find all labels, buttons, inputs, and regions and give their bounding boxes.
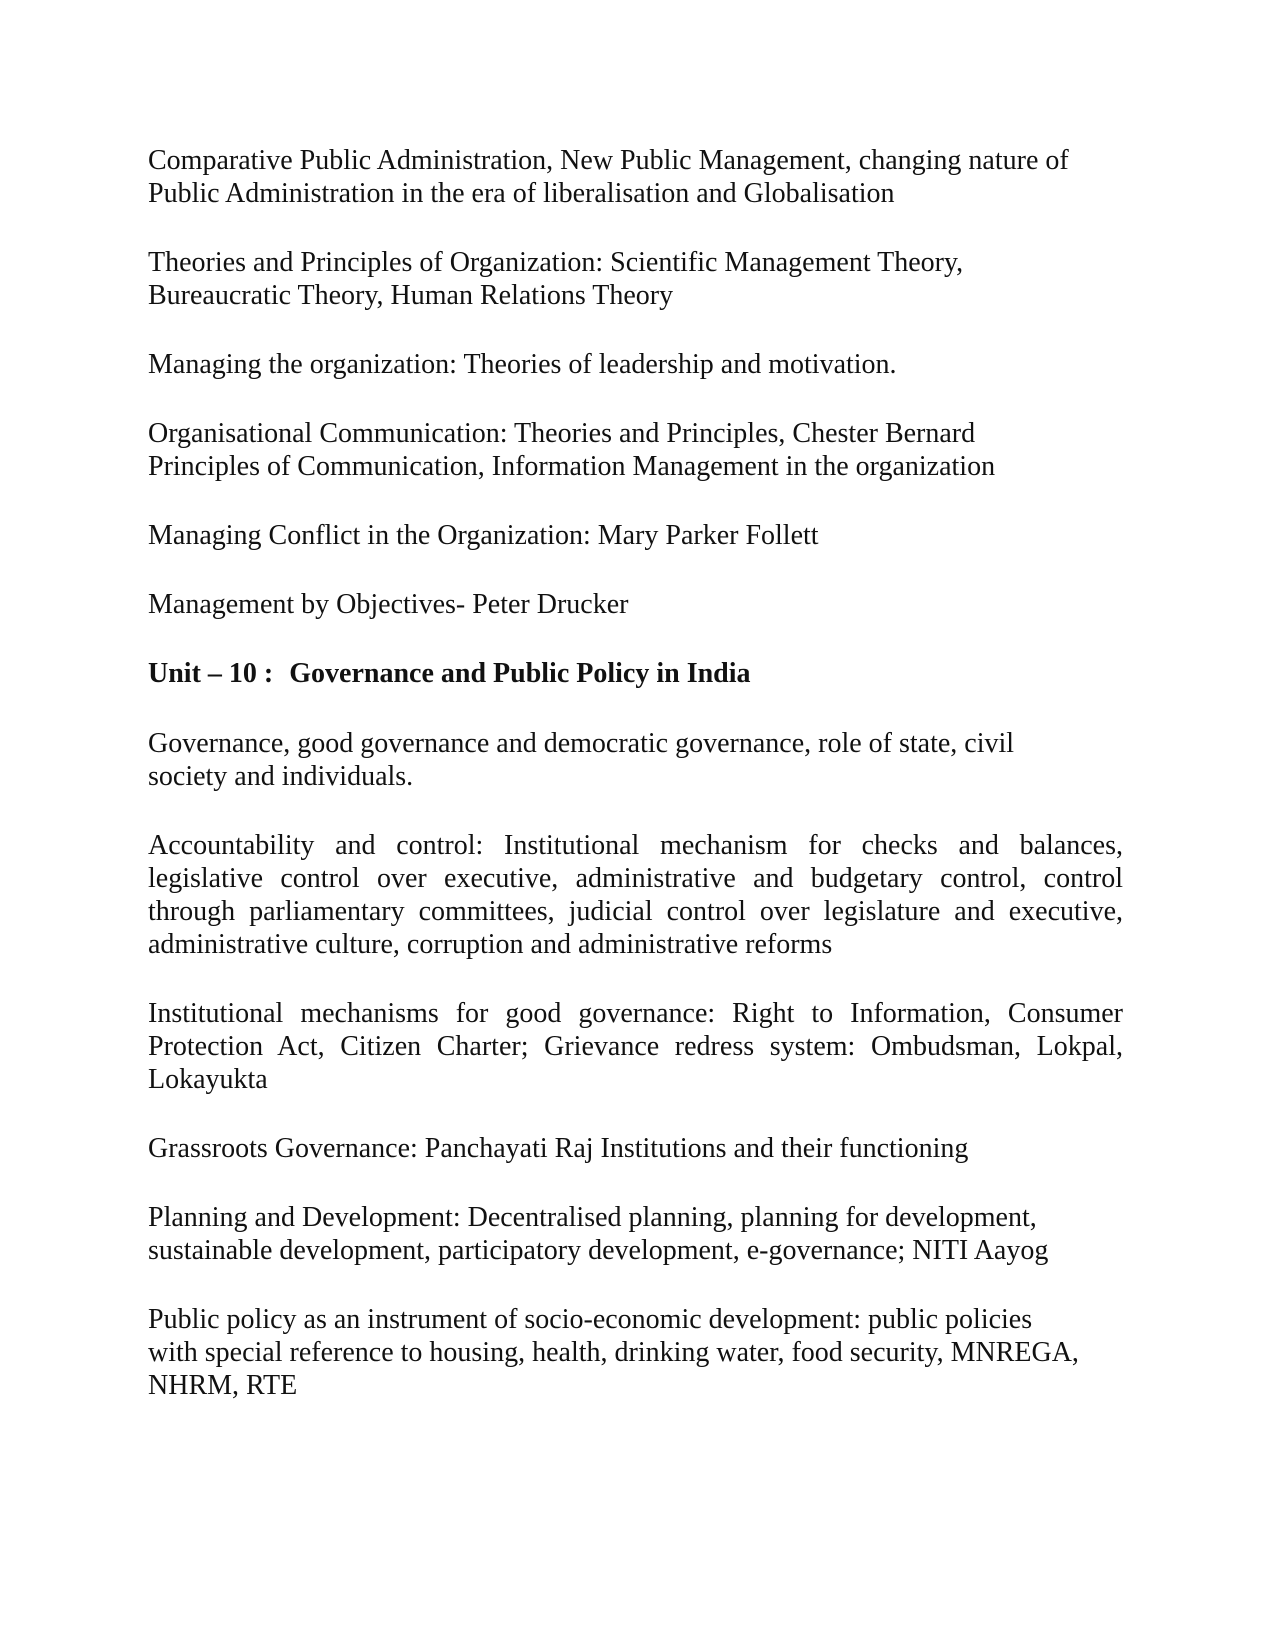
text-line: administrative culture, corruption and administrative reforms — [148, 929, 833, 960]
paragraph-accountability-and-control — [148, 829, 1123, 961]
text-line: Public policy as an instrument of socio-economic development: public policies — [148, 1304, 1033, 1335]
paragraph-public-policy — [148, 1303, 1123, 1402]
text-line: Managing the organization: Theories of leadership and motivation. — [148, 349, 897, 380]
paragraph-management-by-objectives — [148, 588, 1123, 621]
text-line: Institutional mechanisms for good governance: Right to Information, Consumer — [148, 998, 1123, 1029]
text-line: with special reference to housing, health, drinking water, food security, MNREGA, — [148, 1337, 1079, 1368]
paragraph-institutional-mechanisms — [148, 997, 1123, 1096]
unit-heading — [148, 657, 1123, 690]
text-line: Organisational Communication: Theories and Principles, Chester Bernard — [148, 418, 976, 449]
text-line: Bureaucratic Theory, Human Relations Theory — [148, 280, 674, 311]
text-line: NHRM, RTE — [148, 1370, 298, 1401]
paragraph-grassroots-governance — [148, 1132, 1123, 1165]
text-line: Accountability and control: Institutional mechanism for checks and balances, — [148, 830, 1123, 861]
text-line: through parliamentary committees, judicial control over legislature and executive, — [148, 896, 1123, 927]
text-line: Lokayukta — [148, 1064, 268, 1095]
unit-title: Governance and Public Policy in India — [289, 658, 751, 689]
document-body — [148, 144, 1123, 1438]
text-line: Protection Act, Citizen Charter; Grievance redress system: Ombudsman, Lokpal, — [148, 1031, 1123, 1062]
text-line: Governance, good governance and democratic governance, role of state, civil — [148, 728, 1015, 759]
paragraph-organisational-communication — [148, 417, 1123, 483]
text-line: Principles of Communication, Information Management in the organization — [148, 451, 996, 482]
text-line: sustainable development, participatory development, e-governance; NITI Aayog — [148, 1235, 1049, 1266]
paragraph-comparative-public-administration — [148, 144, 1123, 210]
text-line: Managing Conflict in the Organization: Mary Parker Follett — [148, 520, 819, 551]
paragraph-managing-the-organization — [148, 348, 1123, 381]
paragraph-theories-of-organization — [148, 246, 1123, 312]
text-line: Management by Objectives- Peter Drucker — [148, 589, 629, 620]
text-line: Grassroots Governance: Panchayati Raj Institutions and their functioning — [148, 1133, 969, 1164]
paragraph-planning-and-development — [148, 1201, 1123, 1267]
text-line: legislative control over executive, administrative and budgetary control, control — [148, 863, 1123, 894]
text-line: Public Administration in the era of liberalisation and Globalisation — [148, 178, 895, 209]
unit-label: Unit – 10 : — [148, 658, 274, 689]
text-line: Comparative Public Administration, New Public Management, changing nature of — [148, 145, 1069, 176]
text-line: Theories and Principles of Organization: Scientific Management Theory, — [148, 247, 964, 278]
text-line: Planning and Development: Decentralised planning, planning for development, — [148, 1202, 1037, 1233]
text-line: society and individuals. — [148, 761, 414, 792]
paragraph-governance — [148, 727, 1123, 793]
paragraph-managing-conflict — [148, 519, 1123, 552]
